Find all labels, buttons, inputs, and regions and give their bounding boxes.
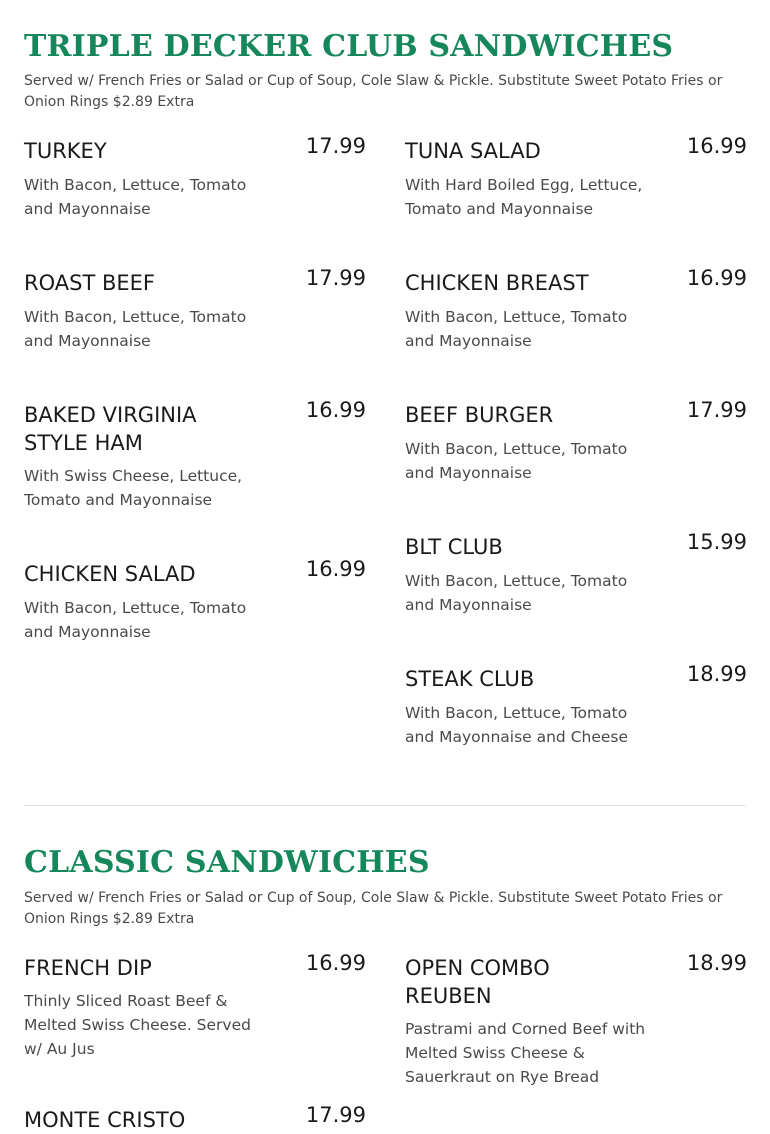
item-name: TUNA SALAD — [405, 139, 541, 163]
item-description: With Bacon, Lettuce, Tomato and Mayonnaise — [405, 308, 628, 350]
section-title-classic: CLASSIC SANDWICHES — [24, 845, 430, 880]
item-name: STEAK CLUB — [405, 667, 535, 691]
item-price: 18.99 — [686, 951, 747, 975]
item-name: ROAST BEEF — [24, 271, 155, 295]
item-description: With Bacon, Lettuce, Tomato and Mayonnaise — [24, 308, 247, 350]
section-divider — [24, 805, 746, 806]
item-description: With Swiss Cheese, Lettuce, Tomato and Mayonnaise — [24, 467, 243, 509]
item-price: 16.99 — [305, 557, 366, 581]
item-price: 16.99 — [305, 398, 366, 422]
item-price: 17.99 — [305, 134, 366, 158]
item-name: BEEF BURGER — [405, 403, 554, 427]
item-price: 17.99 — [305, 266, 366, 290]
item-name: CHICKEN BREAST — [405, 271, 589, 295]
item-description: With Bacon, Lettuce, Tomato and Mayonnaise — [24, 176, 247, 218]
item-price: 16.99 — [686, 266, 747, 290]
item-description: Pastrami and Corned Beef with Melted Swiss Cheese & Sauerkraut on Rye Bread — [405, 1020, 646, 1086]
section-note-club: Served w/ French Fries or Salad or Cup of Soup, Cole Slaw & Pickle. Substitute Sweet Potato Fries or Onion Rings $2.89 Extra — [24, 73, 723, 110]
item-name: BAKED VIRGINIA STYLE HAM — [24, 403, 197, 455]
section-note-classic: Served w/ French Fries or Salad or Cup of Soup, Cole Slaw & Pickle. Substitute Sweet Potato Fries or Onion Rings $2.89 Extra — [24, 890, 723, 927]
item-name: MONTE CRISTO — [24, 1108, 186, 1132]
item-name: OPEN COMBO REUBEN — [405, 956, 550, 1008]
item-description: With Bacon, Lettuce, Tomato and Mayonnaise — [24, 599, 247, 641]
item-price: 17.99 — [686, 398, 747, 422]
item-price: 18.99 — [686, 662, 747, 686]
section-title-club: TRIPLE DECKER CLUB SANDWICHES — [24, 29, 674, 64]
item-price: 17.99 — [305, 1103, 366, 1127]
item-price: 15.99 — [686, 530, 747, 554]
item-description: With Bacon, Lettuce, Tomato and Mayonnaise — [405, 572, 628, 614]
item-name: CHICKEN SALAD — [24, 562, 196, 586]
item-price: 16.99 — [305, 951, 366, 975]
item-description: With Hard Boiled Egg, Lettuce, Tomato and Mayonnaise — [405, 176, 643, 218]
item-name: BLT CLUB — [405, 535, 503, 559]
item-description: Thinly Sliced Roast Beef & Melted Swiss Cheese. Served w/ Au Jus — [24, 992, 251, 1058]
item-description: With Bacon, Lettuce, Tomato and Mayonnaise — [405, 440, 628, 482]
item-name: FRENCH DIP — [24, 956, 152, 980]
item-price: 16.99 — [686, 134, 747, 158]
item-name: TURKEY — [24, 139, 107, 163]
item-description: With Bacon, Lettuce, Tomato and Mayonnaise and Cheese — [405, 704, 629, 746]
